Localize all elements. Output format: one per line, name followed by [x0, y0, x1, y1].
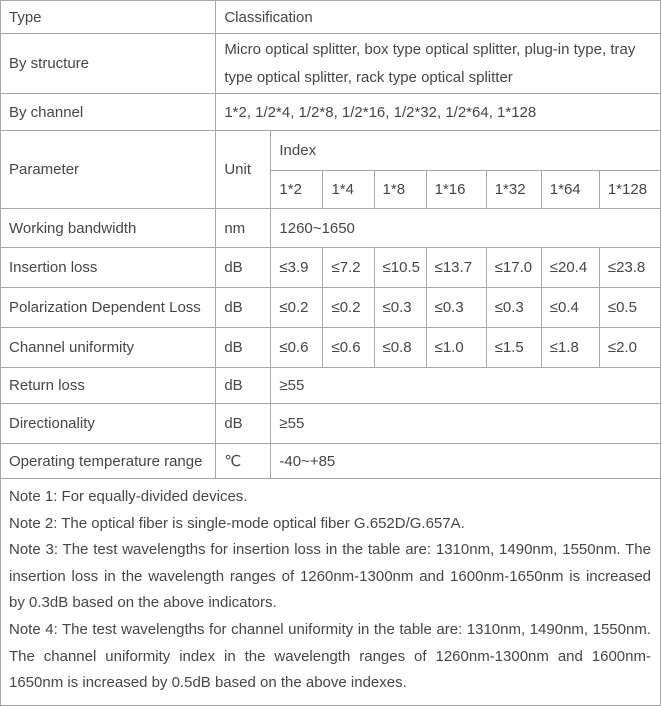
value-cell: ≤0.2 — [323, 288, 374, 328]
value-cell: ≤1.5 — [486, 328, 541, 368]
parameter-header-row — [1, 131, 661, 171]
value-cell: ≤0.4 — [541, 288, 599, 328]
unit-header-cell: Unit — [216, 131, 271, 209]
index-column-header: 1*4 — [323, 171, 374, 209]
unit-cell: ℃ — [216, 444, 271, 479]
value-cell: ≤0.3 — [374, 288, 426, 328]
unit-cell: dB — [216, 328, 271, 368]
value-cell: ≤0.2 — [271, 288, 323, 328]
value-cell: ≤17.0 — [486, 248, 541, 288]
index-column-header: 1*32 — [486, 171, 541, 209]
type-row — [1, 1, 661, 34]
by-channel-label: By channel — [1, 94, 216, 131]
value-cell: ≤1.0 — [426, 328, 486, 368]
value-cell: ≤13.7 — [426, 248, 486, 288]
value-cell: ≤0.5 — [599, 288, 660, 328]
value-cell: 1260~1650 — [271, 209, 661, 248]
by-channel-row — [1, 94, 661, 131]
parameter-row — [1, 209, 661, 248]
unit-cell: dB — [216, 404, 271, 444]
by-structure-row — [1, 34, 661, 94]
parameter-row — [1, 444, 661, 479]
parameter-row — [1, 368, 661, 404]
parameter-label-cell: Operating temperature range — [1, 444, 216, 479]
value-cell: ≤0.3 — [486, 288, 541, 328]
value-cell: ≤0.3 — [426, 288, 486, 328]
parameter-label-cell: Working bandwidth — [1, 209, 216, 248]
unit-cell: dB — [216, 368, 271, 404]
index-column-header: 1*8 — [374, 171, 426, 209]
value-cell: ≤0.6 — [323, 328, 374, 368]
by-structure-value: Micro optical splitter, box type optical splitter, plug-in type, tray type optical splitter, rack type optical splitter — [216, 34, 661, 94]
parameter-row — [1, 288, 661, 328]
value-cell: ≥55 — [271, 368, 661, 404]
value-cell: ≤0.8 — [374, 328, 426, 368]
index-header-cell: Index — [271, 131, 661, 171]
type-header-cell: Type — [1, 1, 216, 34]
value-cell: ≤1.8 — [541, 328, 599, 368]
note-paragraph: Note 1: For equally-divided devices. — [9, 488, 248, 505]
parameter-label-cell: Directionality — [1, 404, 216, 444]
parameter-label-cell: Channel uniformity — [1, 328, 216, 368]
value-cell: -40~+85 — [271, 444, 661, 479]
value-cell: ≤2.0 — [599, 328, 660, 368]
index-column-header: 1*128 — [599, 171, 660, 209]
note-paragraph: Note 2: The optical fiber is single-mode optical fiber G.652D/G.657A. — [9, 514, 465, 532]
classification-header-cell: Classification — [216, 1, 661, 34]
value-cell: ≤0.6 — [271, 328, 323, 368]
parameter-label-cell: Polarization Dependent Loss — [1, 288, 216, 328]
parameter-label-cell: Insertion loss — [1, 248, 216, 288]
index-column-header: 1*64 — [541, 171, 599, 209]
value-cell: ≤20.4 — [541, 248, 599, 288]
unit-cell: nm — [216, 209, 271, 248]
by-channel-value: 1*2, 1/2*4, 1/2*8, 1/2*16, 1/2*32, 1/2*64, 1*128 — [216, 94, 661, 131]
value-cell: ≤23.8 — [599, 248, 660, 288]
note-paragraph: Note 3: The test wavelengths for insertion loss in the table are: 1310nm, 1490nm, 1550nm. The insertion loss in the wavelength ranges of 1260nm-1300nm and 1600nm-1650nm is increased by 0.3dB based on the above indicators. — [9, 541, 651, 612]
value-cell: ≤3.9 — [271, 248, 323, 288]
value-cell: ≤10.5 — [374, 248, 426, 288]
parameter-header-cell: Parameter — [1, 131, 216, 209]
by-structure-label: By structure — [1, 34, 216, 94]
index-column-header: 1*16 — [426, 171, 486, 209]
value-cell: ≤7.2 — [323, 248, 374, 288]
note-paragraph: Note 4: The test wavelengths for channel uniformity in the table are: 1310nm, 1490nm, 1550nm. The channel uniformity index in the wavelength ranges of 1260nm-1300nm and 1600nm-1650nm is increased by 0.5dB based on the above indexes. — [9, 620, 651, 692]
notes-row — [1, 479, 661, 706]
parameter-row — [1, 248, 661, 288]
parameter-row — [1, 328, 661, 368]
unit-cell: dB — [216, 288, 271, 328]
index-column-header: 1*2 — [271, 171, 323, 209]
value-cell: ≥55 — [271, 404, 661, 444]
unit-cell: dB — [216, 248, 271, 288]
notes-cell — [1, 479, 661, 706]
parameter-row — [1, 404, 661, 444]
parameter-label-cell: Return loss — [1, 368, 216, 404]
